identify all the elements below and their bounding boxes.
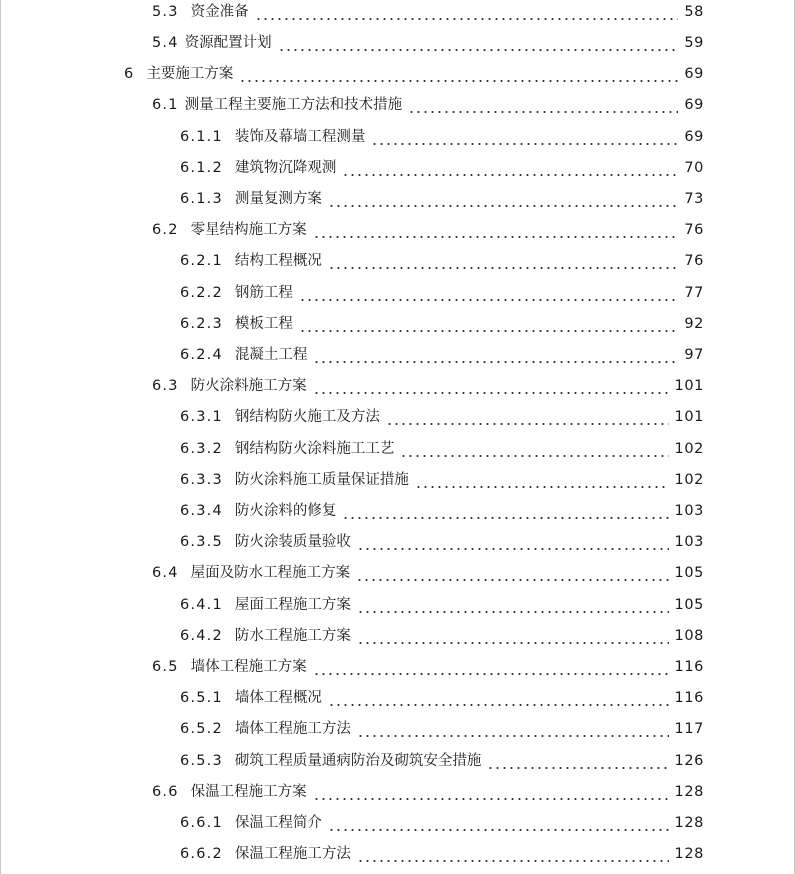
toc-dot-leader [342,158,678,178]
toc-entry[interactable] [180,283,704,303]
toc-entry-number: 6.2.1 [180,253,223,269]
toc-entry-page: 77 [684,285,704,301]
toc-entry-number: 6.6.2 [180,846,223,862]
toc-entry-page: 128 [674,815,704,831]
toc-entry-page: 69 [684,66,704,82]
toc-dot-leader [357,595,669,615]
toc-entry-title: 防火涂装质量验收 [234,534,351,550]
toc-entry-page: 128 [674,784,704,800]
toc-entry[interactable] [152,95,704,115]
toc-entry-page: 92 [684,316,704,332]
toc-entry-title: 资金准备 [190,4,249,20]
toc-entry[interactable] [124,64,704,84]
toc-entry-page: 128 [674,846,704,862]
toc-entry[interactable] [180,719,704,739]
toc-entry-number: 6.3.5 [180,534,223,550]
toc-entry[interactable] [180,595,704,615]
toc-entry-number: 6.3.3 [180,472,223,488]
toc-entry-page: 116 [674,690,704,706]
toc-entry-number: 6.2.3 [180,316,223,332]
toc-entry-page: 102 [674,472,704,488]
toc-dot-leader [328,251,678,271]
toc-dot-leader [313,376,669,396]
toc-dot-leader [487,751,668,771]
toc-dot-leader [278,33,679,53]
toc-entry-title: 钢结构防火施工及方法 [234,409,380,425]
toc-entry[interactable] [180,407,704,427]
toc-entry[interactable] [152,782,704,802]
toc-entry-number: 6.1.3 [180,191,223,207]
toc-entry[interactable] [152,376,704,396]
toc-entry-number: 6.2.2 [180,285,223,301]
toc-entry-page: 103 [674,534,704,550]
toc-entry-page: 76 [684,253,704,269]
toc-entry[interactable] [180,251,704,271]
toc-entry-title: 防火涂料的修复 [234,503,337,519]
toc-entry[interactable] [152,33,704,53]
toc-entry-page: 117 [674,721,704,737]
toc-entry-title: 屋面及防水工程施工方案 [190,565,351,581]
toc-entry-number: 6.4.1 [180,597,223,613]
toc-entry-title: 模板工程 [234,316,293,332]
toc-entry-number: 6 [124,66,135,82]
toc-entry-number: 6.3.1 [180,409,223,425]
toc-entry-page: 70 [684,160,704,176]
toc-entry-page: 101 [674,409,704,425]
toc-entry-title: 砌筑工程质量通病防治及砌筑安全措施 [234,753,482,769]
toc-entry-title: 资源配置计划 [184,35,272,51]
toc-entry-title: 保温工程施工方案 [190,784,307,800]
toc-entry-title: 屋面工程施工方案 [234,597,351,613]
toc-entry-number: 6.5.1 [180,690,223,706]
toc-dot-leader [371,127,678,147]
toc-entry-page: 69 [684,97,704,113]
toc-dot-leader [408,95,678,115]
toc-entry-title: 测量工程主要施工方法和技术措施 [184,97,403,113]
toc-entry[interactable] [180,345,704,365]
toc-entry[interactable] [180,314,704,334]
toc-entry[interactable] [180,844,704,864]
toc-entry-title: 保温工程施工方法 [234,846,351,862]
toc-entry-title: 结构工程概况 [234,253,322,269]
toc-dot-leader [357,626,669,646]
toc-entry-title: 零星结构施工方案 [190,222,307,238]
toc-dot-leader [313,345,678,365]
toc-entry[interactable] [180,813,704,833]
toc-entry[interactable] [180,439,704,459]
toc-dot-leader [357,844,669,864]
toc-entry[interactable] [180,626,704,646]
toc-entry-title: 主要施工方案 [146,66,234,82]
toc-entry-page: 102 [674,441,704,457]
toc-entry[interactable] [180,688,704,708]
toc-entry[interactable] [152,563,704,583]
toc-entry-number: 6.1 [152,97,179,113]
toc-dot-leader [386,407,669,427]
toc-entry-title: 建筑物沉降观测 [234,160,337,176]
toc-entry-page: 73 [684,191,704,207]
toc-dot-leader [357,532,669,552]
toc-dot-leader [313,782,669,802]
toc-entry-page: 69 [684,129,704,145]
toc-entry-number: 6.2 [152,222,179,238]
toc-entry-title: 钢筋工程 [234,285,293,301]
toc-entry-title: 保温工程简介 [234,815,322,831]
toc-entry-number: 6.1.2 [180,160,223,176]
toc-entry-page: 103 [674,503,704,519]
toc-entry-title: 墙体工程施工方案 [190,659,307,675]
toc-entry-title: 墙体工程概况 [234,690,322,706]
toc-entry[interactable] [180,501,704,521]
toc-entry-page: 105 [674,565,704,581]
toc-dot-leader [357,719,669,739]
toc-dot-leader [239,64,678,84]
toc-entry-number: 6.3.2 [180,441,223,457]
toc-entry-number: 6.4.2 [180,628,223,644]
toc-dot-leader [328,688,669,708]
toc-entry-page: 126 [674,753,704,769]
toc-entry-page: 76 [684,222,704,238]
toc-dot-leader [313,657,669,677]
toc-dot-leader [415,470,669,490]
toc-entry[interactable] [180,532,704,552]
toc-entry-title: 防水工程施工方案 [234,628,351,644]
toc-entry-number: 6.6.1 [180,815,223,831]
toc-entry-title: 钢结构防火涂料施工工艺 [234,441,395,457]
toc-dot-leader [342,501,668,521]
toc-entry-page: 97 [684,347,704,363]
toc-entry-number: 5.3 [152,4,179,20]
toc-entry-number: 6.6 [152,784,179,800]
toc-entry-page: 116 [674,659,704,675]
toc-entry-number: 6.5 [152,659,179,675]
toc-entry-page: 108 [674,628,704,644]
toc-entry[interactable] [180,127,704,147]
toc-entry-number: 6.3.4 [180,503,223,519]
toc-entry[interactable] [180,158,704,178]
toc-entry[interactable] [152,657,704,677]
toc-entry-title: 防火涂料施工方案 [190,378,307,394]
toc-entry-number: 6.2.4 [180,347,223,363]
toc-entry[interactable] [180,470,704,490]
toc-entry-title: 测量复测方案 [234,191,322,207]
page-left-edge [0,0,1,874]
toc-dot-leader [328,813,669,833]
toc-dot-leader [313,220,679,240]
toc-entry-page: 105 [674,597,704,613]
toc-entry[interactable] [152,2,704,22]
toc-entry-title: 防火涂料施工质量保证措施 [234,472,409,488]
toc-entry-title: 混凝土工程 [234,347,308,363]
toc-entry-page: 101 [674,378,704,394]
toc-dot-leader [299,283,678,303]
toc-entry-page: 59 [684,35,704,51]
toc-dot-leader [400,439,668,459]
toc-dot-leader [328,189,678,209]
toc-entry-number: 6.5.2 [180,721,223,737]
toc-entry-number: 6.4 [152,565,179,581]
toc-entry-number: 6.1.1 [180,129,223,145]
toc-dot-leader [356,563,668,583]
toc-entry-number: 5.4 [152,35,179,51]
toc-entry-title: 装饰及幕墙工程测量 [234,129,366,145]
toc-entry[interactable] [180,751,704,771]
toc-entry-page: 58 [684,4,704,20]
toc-entry-title: 墙体工程施工方法 [234,721,351,737]
toc-entry[interactable] [180,189,704,209]
toc-dot-leader [299,314,678,334]
toc-entry-number: 6.5.3 [180,753,223,769]
toc-entry-number: 6.3 [152,378,179,394]
toc-dot-leader [255,2,679,22]
toc-entry[interactable] [152,220,704,240]
